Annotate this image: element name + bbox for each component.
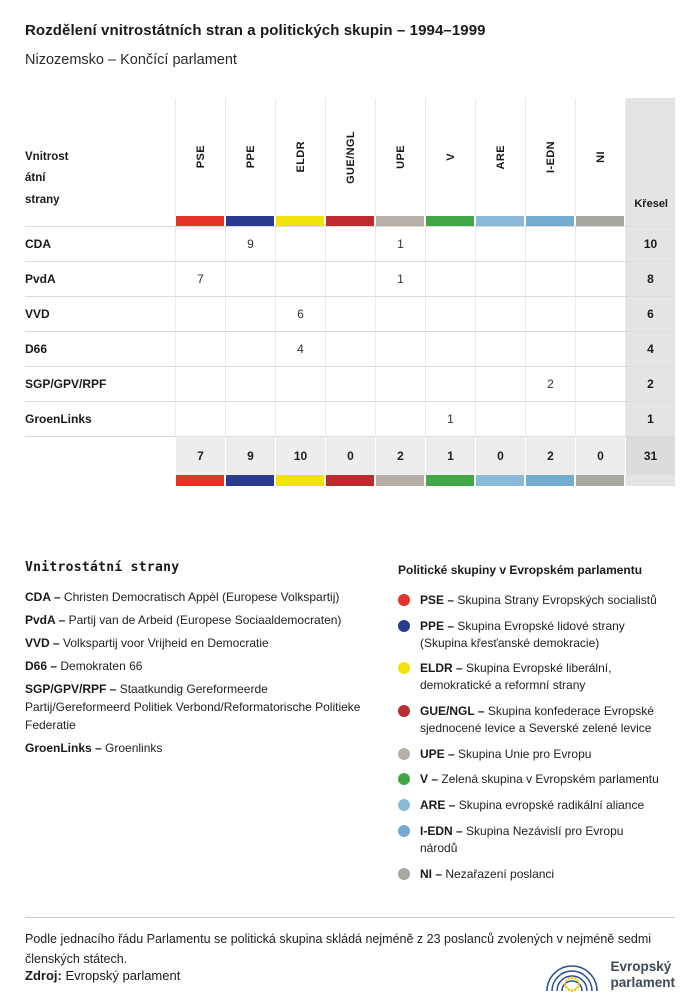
row-header-label <box>25 147 68 211</box>
party-desc: Partij van de Arbeid (Europese Sociaaldemocraten) <box>68 613 342 627</box>
party-name: GroenLinks <box>25 412 92 426</box>
total-cell: 0 <box>475 437 525 475</box>
column-header-label: I-EDN <box>544 141 557 173</box>
group-legend-item <box>398 797 660 814</box>
seats-column-header: Křesel <box>625 98 675 216</box>
eldr-color-bar <box>276 475 324 486</box>
group-legend-text <box>420 771 659 788</box>
table-cell <box>225 297 275 331</box>
bar-cell <box>375 475 425 486</box>
ep-logo-line: parlament <box>610 975 675 990</box>
column-header-label: PSE <box>194 145 207 169</box>
row-header-line: Vnitrost <box>25 151 69 164</box>
iedn-color-bar <box>526 216 574 226</box>
column-header-guengl <box>325 98 375 216</box>
page-subtitle: Nizozemsko – Končící parlament <box>25 52 237 68</box>
seats-column-spacer <box>625 216 675 226</box>
table-cell <box>325 332 375 366</box>
row-header-line: átní <box>25 172 46 185</box>
seats-table <box>25 98 675 486</box>
group-legend-item <box>398 866 660 883</box>
source-row <box>25 954 675 996</box>
political-groups-legend <box>398 560 660 891</box>
ep-hemicycle-icon <box>542 954 602 996</box>
iedn-color-bar <box>526 475 574 486</box>
pse-color-bar <box>176 216 224 226</box>
column-header-label: PPE <box>244 145 257 169</box>
bar-cell <box>225 475 275 486</box>
seats-cell: 2 <box>625 367 675 401</box>
table-cell <box>325 402 375 436</box>
iedn-legend-dot-icon <box>398 825 410 837</box>
column-header-label: UPE <box>394 145 407 169</box>
party-name: SGP/GPV/RPF <box>25 377 107 391</box>
v-color-bar <box>426 475 474 486</box>
group-desc: Skupina Evropské lidové strany (Skupina křesťanské demokracie) <box>420 618 625 650</box>
table-cell <box>225 367 275 401</box>
group-legend-item <box>398 592 660 609</box>
group-legend-text <box>420 703 660 737</box>
guengl-color-bar <box>326 216 374 226</box>
table-totals-row <box>25 437 675 475</box>
bar-cell <box>475 475 525 486</box>
table-cell <box>275 402 325 436</box>
guengl-color-bar <box>326 475 374 486</box>
party-abbr: CDA – <box>25 590 61 604</box>
table-row-d66 <box>25 332 675 367</box>
ppe-legend-dot-icon <box>398 620 410 632</box>
table-cell: 1 <box>425 402 475 436</box>
bar-cell <box>475 216 525 226</box>
column-header-are <box>475 98 525 216</box>
table-cell <box>475 262 525 296</box>
column-header-pse <box>175 98 225 216</box>
total-cell: 2 <box>375 437 425 475</box>
group-desc: Skupina Evropské liberální, demokratické a reformní strany <box>420 661 612 693</box>
column-header-eldr <box>275 98 325 216</box>
row-header <box>25 98 175 216</box>
party-name: D66 <box>25 342 48 356</box>
table-cell <box>475 367 525 401</box>
table-cell <box>375 332 425 366</box>
group-legend-text <box>420 746 591 763</box>
table-cell <box>475 402 525 436</box>
eldr-legend-dot-icon <box>398 662 410 674</box>
ni-legend-dot-icon <box>398 868 410 880</box>
legend-section <box>25 560 675 891</box>
national-parties-legend <box>25 560 388 891</box>
ni-color-bar <box>576 216 624 226</box>
ni-color-bar <box>576 475 624 486</box>
party-legend-item <box>25 634 370 652</box>
table-cell <box>175 227 225 261</box>
column-header-label: GUE/NGL <box>344 130 357 184</box>
table-cell <box>475 227 525 261</box>
table-cell <box>325 297 375 331</box>
column-header-label: NI <box>594 151 607 163</box>
group-color-bars-top <box>25 216 675 227</box>
table-row-groenlinks <box>25 402 675 437</box>
total-cell: 10 <box>275 437 325 475</box>
group-desc: Skupina Strany Evropských socialistů <box>457 593 657 607</box>
are-legend-dot-icon <box>398 799 410 811</box>
table-cell <box>475 297 525 331</box>
party-name: VVD <box>25 307 50 321</box>
group-legend-text <box>420 823 660 857</box>
source-label: Zdroj: <box>25 967 62 983</box>
group-abbr: I-EDN – <box>420 823 463 838</box>
table-cell <box>575 297 625 331</box>
group-legend-text <box>420 660 660 694</box>
are-color-bar <box>476 216 524 226</box>
group-desc: Skupina Unie pro Evropu <box>458 746 592 761</box>
upe-legend-dot-icon <box>398 748 410 760</box>
bar-cell <box>325 475 375 486</box>
total-seats-cell: 31 <box>625 437 675 475</box>
group-color-bars-bottom <box>25 475 675 486</box>
page-title: Rozdělení vnitrostátních stran a politických skupin – 1994–1999 <box>25 22 486 39</box>
group-desc: Skupina evropské radikální aliance <box>458 798 645 813</box>
v-legend-dot-icon <box>398 773 410 785</box>
party-name: CDA <box>25 237 51 251</box>
table-cell <box>325 227 375 261</box>
seats-cell: 10 <box>625 227 675 261</box>
bar-cell <box>525 216 575 226</box>
table-header-row <box>25 98 675 216</box>
party-abbr: SGP/GPV/RPF – <box>25 682 117 696</box>
party-abbr: D66 – <box>25 659 58 673</box>
group-abbr: PSE – <box>420 593 455 607</box>
table-row-pvda <box>25 262 675 297</box>
party-desc: Groenlinks <box>105 741 163 755</box>
group-legend-item <box>398 703 660 737</box>
bar-cell <box>325 216 375 226</box>
table-cell <box>575 332 625 366</box>
table-cell: 4 <box>275 332 325 366</box>
table-cell <box>525 227 575 261</box>
party-abbr: PvdA – <box>25 613 66 627</box>
table-cell <box>375 297 425 331</box>
bar-cell <box>575 475 625 486</box>
total-cell: 9 <box>225 437 275 475</box>
table-cell <box>425 332 475 366</box>
party-abbr: VVD – <box>25 636 60 650</box>
party-desc: Christen Democratisch Appèl (Europese Volkspartij) <box>63 590 340 604</box>
party-legend-item <box>25 611 370 629</box>
group-desc: Skupina Nezávislí pro Evropu národů <box>420 823 624 855</box>
bar-cell <box>175 216 225 226</box>
table-cell <box>425 227 475 261</box>
table-cell <box>525 402 575 436</box>
table-cell <box>575 367 625 401</box>
table-cell <box>375 402 425 436</box>
group-legend-item <box>398 618 660 652</box>
bar-cell <box>275 475 325 486</box>
group-desc: Nezařazení poslanci <box>445 866 555 881</box>
table-cell <box>425 367 475 401</box>
column-header-iedn <box>525 98 575 216</box>
bar-cell <box>375 216 425 226</box>
total-cell: 1 <box>425 437 475 475</box>
table-cell <box>525 262 575 296</box>
party-name: PvdA <box>25 272 56 286</box>
bar-cell <box>425 216 475 226</box>
table-cell <box>275 227 325 261</box>
table-cell <box>475 332 525 366</box>
party-legend-item <box>25 680 370 734</box>
ep-logo <box>542 954 675 996</box>
column-header-ni <box>575 98 625 216</box>
table-cell <box>575 402 625 436</box>
party-abbr: GroenLinks – <box>25 741 102 755</box>
table-cell <box>175 297 225 331</box>
bar-cell <box>525 475 575 486</box>
table-cell: 9 <box>225 227 275 261</box>
ppe-color-bar <box>226 475 274 486</box>
total-cell: 2 <box>525 437 575 475</box>
column-header-label: V <box>444 153 457 161</box>
table-cell <box>325 262 375 296</box>
pse-color-bar <box>176 475 224 486</box>
seats-cell: 1 <box>625 402 675 436</box>
groups-legend-heading: Politické skupiny v Evropském parlamentu <box>398 563 643 577</box>
table-cell <box>425 262 475 296</box>
group-legend-item <box>398 746 660 763</box>
party-legend-item <box>25 739 370 757</box>
group-legend-text <box>420 592 657 609</box>
table-cell <box>525 297 575 331</box>
table-cell: 7 <box>175 262 225 296</box>
table-cell: 1 <box>375 227 425 261</box>
group-legend-text <box>420 618 660 652</box>
bar-cell <box>575 216 625 226</box>
group-abbr: ELDR – <box>420 661 463 676</box>
table-cell: 6 <box>275 297 325 331</box>
group-legend-item <box>398 660 660 694</box>
total-cell: 7 <box>175 437 225 475</box>
seats-cell: 6 <box>625 297 675 331</box>
ep-logo-line: Evropský <box>610 958 672 974</box>
party-legend-item <box>25 588 370 606</box>
bar-row-spacer <box>25 216 175 226</box>
table-row-cda <box>25 227 675 262</box>
column-header-label: ELDR <box>294 141 307 173</box>
bar-row-spacer <box>25 475 175 486</box>
column-header-label: ARE <box>494 144 507 170</box>
table-cell <box>375 367 425 401</box>
source-text: Evropský parlament <box>65 967 181 983</box>
column-header-upe <box>375 98 425 216</box>
group-abbr: PPE – <box>420 618 455 633</box>
group-abbr: NI – <box>420 866 443 881</box>
row-header-line: strany <box>25 193 60 206</box>
group-legend-text <box>420 866 554 883</box>
group-legend-item <box>398 771 660 788</box>
seats-column-spacer <box>625 475 675 486</box>
are-color-bar <box>476 475 524 486</box>
parties-legend-heading: Vnitrostátní strany <box>25 560 180 575</box>
bar-cell <box>175 475 225 486</box>
table-cell <box>175 367 225 401</box>
column-header-ppe <box>225 98 275 216</box>
group-desc: Zelená skupina v Evropském parlamentu <box>441 772 659 787</box>
table-cell <box>225 402 275 436</box>
table-cell <box>325 367 375 401</box>
guengl-legend-dot-icon <box>398 705 410 717</box>
upe-color-bar <box>376 216 424 226</box>
table-row-vvd <box>25 297 675 332</box>
table-cell <box>225 332 275 366</box>
total-cell: 0 <box>325 437 375 475</box>
bar-cell <box>225 216 275 226</box>
seats-cell: 8 <box>625 262 675 296</box>
totals-row-spacer <box>25 437 175 475</box>
group-legend-item <box>398 823 660 857</box>
upe-color-bar <box>376 475 424 486</box>
table-cell <box>275 262 325 296</box>
bar-cell <box>425 475 475 486</box>
group-abbr: GUE/NGL – <box>420 703 485 718</box>
source <box>25 968 180 983</box>
bar-cell <box>275 216 325 226</box>
ep-logo-wordmark <box>610 959 675 991</box>
v-color-bar <box>426 216 474 226</box>
table-cell <box>175 332 225 366</box>
group-legend-text <box>420 797 644 814</box>
party-desc: Volkspartij voor Vrijheid en Democratie <box>63 636 269 650</box>
table-row-sgp-gpv-rpf <box>25 367 675 402</box>
table-cell: 1 <box>375 262 425 296</box>
party-legend-item <box>25 657 370 675</box>
footnote: Podle jednacího řádu Parlamentu se politická skupina skládá nejméně z 23 poslanců zvolených v nejméně sedmi členských státech. <box>25 917 675 969</box>
party-desc: Demokraten 66 <box>60 659 143 673</box>
group-abbr: UPE – <box>420 746 455 761</box>
eldr-color-bar <box>276 216 324 226</box>
table-cell <box>175 402 225 436</box>
table-cell <box>425 297 475 331</box>
seats-cell: 4 <box>625 332 675 366</box>
table-cell <box>275 367 325 401</box>
party-desc: Staatkundig Gereformeerde Partij/Gereformeerd Politiek Verbond/Reformatorische Politieke Federatie <box>25 682 361 732</box>
table-cell: 2 <box>525 367 575 401</box>
table-cell <box>525 332 575 366</box>
pse-legend-dot-icon <box>398 594 410 606</box>
group-abbr: V – <box>420 772 439 787</box>
column-header-v <box>425 98 475 216</box>
ppe-color-bar <box>226 216 274 226</box>
table-cell <box>225 262 275 296</box>
group-desc: Skupina konfederace Evropské sjednocené levice a Severské zelené levice <box>420 703 654 735</box>
table-cell <box>575 227 625 261</box>
group-abbr: ARE – <box>420 798 456 813</box>
table-cell <box>575 262 625 296</box>
total-cell: 0 <box>575 437 625 475</box>
